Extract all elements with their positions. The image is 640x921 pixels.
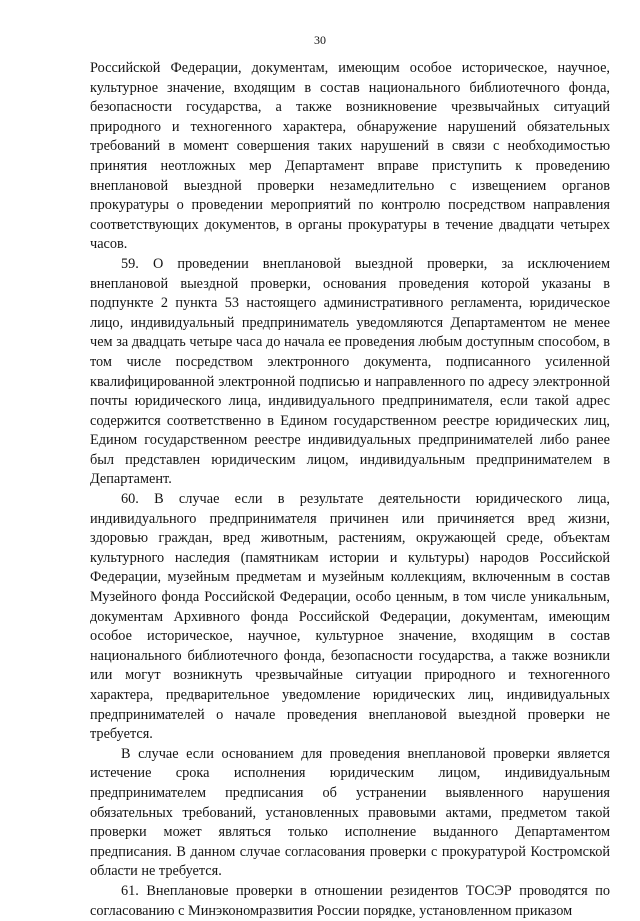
page-number: 30 [314, 33, 326, 47]
paragraph-item-60-second: В случае если основанием для проведения внеплановой проверки является истечение срока исполнения юридическим лицом, индивидуальным предпринимателем предписания об устранении выявленного нарушения обязательных требований, установленных правовыми актами, предметом такой проверки может являться только исполнение выданного Департаментом предписания. В данном случае согласования проверки с прокуратурой Костромской области не требуется. [90, 745, 610, 880]
paragraph-continuation: Российской Федерации, документам, имеющим особое историческое, научное, культурное значение, входящим в состав национального библиотечного фонда, безопасности государства, а также возникновение чрезвычайных ситуаций природного и техногенного характера, обнаружение нарушений обязательных требований в момент совершения таких нарушений в связи с необходимостью принятия неотложных мер Департамент вправе приступить к проведению внеплановой выездной проверки незамедлительно с извещением органов прокуратуры о проведении мероприятий по контролю посредством направления соответствующих документов, в органы прокуратуры в течение двадцати четырех часов. [90, 60, 610, 253]
page-body [90, 59, 610, 921]
paragraph-item-60: 60. В случае если в результате деятельности юридического лица, индивидуального предпринимателя причинен или причиняется вред жизни, здоровью граждан, вред животным, растениям, окружающей среде, объектам культурного наследия (памятникам истории и культуры) народов Российской Федерации, музейным предметам и музейным коллекциям, включенным в состав Музейного фонда Российской Федерации, особо ценным, в том числе уникальным, документам Архивного фонда Российской Федерации, документам, имеющим особое историческое, научное, культурное значение, входящим в состав национального библиотечного фонда, безопасности государства, а также возникли или могут возникнуть чрезвычайные ситуации природного и техногенного характера, предварительное уведомление юридических лиц, индивидуальных предпринимателей о начале проведения внеплановой выездной проверки не требуется. [90, 491, 610, 743]
paragraph-item-61: 61. Внеплановые проверки в отношении резидентов ТОСЭР проводятся по согласованию с Минэкономразвития России порядке, установленном приказом [90, 882, 610, 919]
paragraph-item-59: 59. О проведении внеплановой выездной проверки, за исключением внеплановой выездной проверки, основания проведения которой указаны в подпункте 2 пункта 53 настоящего административного регламента, юридическое лицо, индивидуальный предприниматель уведомляются Департаментом не менее чем за двадцать четыре часа до начала ее проведения любым доступным способом, в том числе посредством электронного документа, подписанного усиленной квалифицированной электронной подписью и направленного по адресу электронной почты юридического лица, индивидуального предпринимателя, если такой адрес содержится соответственно в Едином государственном реестре юридических лиц, Едином государственном реестре индивидуальных предпринимателей либо ранее был представлен юридическим лицом, индивидуальным предпринимателем в Департамент. [90, 255, 610, 488]
